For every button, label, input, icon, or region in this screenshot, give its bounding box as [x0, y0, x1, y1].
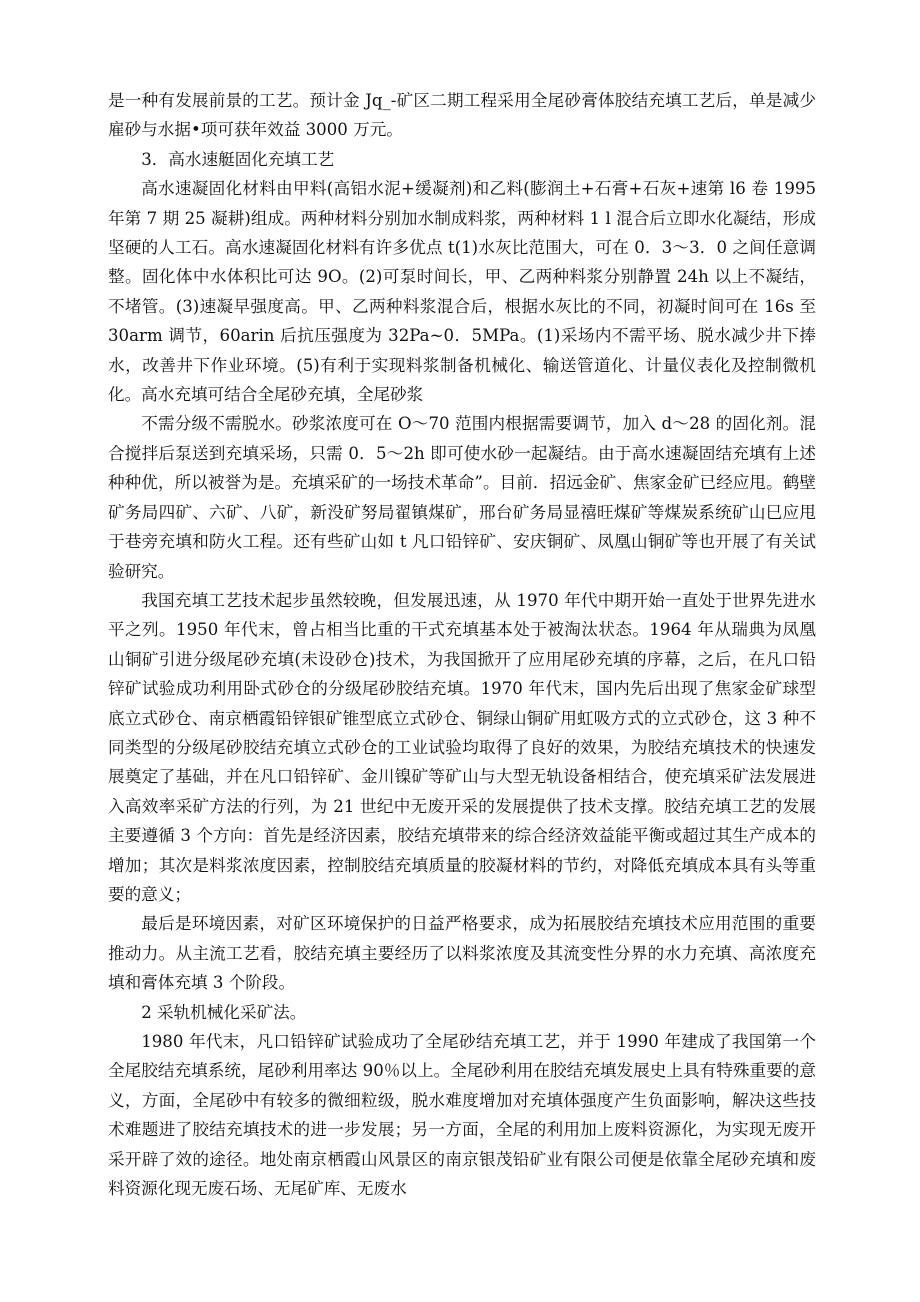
- section-heading-mechanized-mining: 2 采轨机械化采矿法。: [141, 1002, 307, 1022]
- paragraph-china-fill-history: 我国充填工艺技术起步虽然较晚，但发展迅速，从 1970 年代中期开始一直处于世界先进水平之列。1950 年代末，曾占相当比重的干式充填基本处于被淘汰状态。1964 年从瑞典为凤凰山铜矿引进分级尾砂充填(未设砂仓)技术，为我国掀开了应用尾砂充填的序幕，之后，在凡口铅锌矿试验成功利用卧式砂仓的分级尾砂胶结充填。1970 年代末，国内先后出现了焦家金矿球型底立式砂仓、南京栖霞铅锌银矿锥型底立式砂仓、铜绿山铜矿用虹吸方式的立式砂仓，这 3 种不同类型的分级尾砂胶结充填立式砂仓的工业试验均取得了良好的效果，为胶结充填技术的快速发展奠定了基础，并在凡口铅锌矿、金川镍矿等矿山与大型无轨设备相结合，使充填采矿法发展进入高效率采矿方法的行列，为 21 世纪中无废开采的发展提供了技术支撑。胶结充填工艺的发展主要遵循 3 个方向：首先是经济因素，胶结充填带来的综合经济效益能平衡或超过其生产成本的增加；其次是料浆浓度因素，控制胶结充填质量的胶凝材料的节约，对降低充填成本具有头等重要的意义；: [108, 590, 816, 904]
- paragraph-continuation: 是一种有发展前景的工艺。预计金 Jq_-矿区二期工程采用全尾砂膏体胶结充填工艺后，单是减少雇砂与水据•项可获年效益 3000 万元。: [108, 91, 816, 140]
- document-body: [108, 86, 816, 1203]
- paragraph-full-tailings-1980s: 1980 年代末，凡口铅锌矿试验成功了全尾砂结充填工艺，并于 1990 年建成了我国第一个全尾胶结充填系统，尾砂利用率达 90％以上。全尾砂利用在胶结充填发展史上具有特殊重要的意义，方面，全尾砂中有较多的微细粒级，脱水难度增加对充填体强度产生负面影响，解决这些技术难题进了胶结充填技术的进一步发展；另一方面，全尾的利用加上废料资源化，为实现无废开采开辟了效的途径。地处南京栖霞山风景区的南京银茂铅矿业有限公司便是依靠全尾砂充填和废料资源化现无废石场、无尾矿库、无废水: [108, 1032, 816, 1199]
- paragraph-high-water-materials: 高水速凝固化材料由甲料(高铝水泥+缓凝剂)和乙料(膨润土+石膏+石灰+速第 l6 卷 1995 年第 7 期 25 凝耕)组成。两种材料分别加水制成料浆，两种材料 1 l 混合后立即水化凝结，形成坚硬的人工石。高水速凝固化材料有许多优点 t(1)水灰比范围大，可在 0．3～3．0 之间任意调整。固化体中水体积比可达 9O。(2)可泵时间长，甲、乙两种料浆分别静置 24h 以上不凝结，不堵管。(3)速凝早强度高。甲、乙两种料浆混合后，根据水灰比的不同，初凝时间可在 16s 至 30arm 调节，60arin 后抗压强度为 32Pa~0．5MPa。(1)采场内不需平场、脱水减少井下捧水，改善井下作业环境。(5)有利于实现料浆制备机械化、输送管道化、计量仪表化及控制微机化。高水充填可结合全尾砂充填，全尾砂浆: [108, 179, 816, 405]
- paragraph-environment-factor: 最后是环境因素，对矿区环境保护的日益严格要求，成为拓展胶结充填技术应用范围的重要推动力。从主流工艺看，胶结充填主要经历了以料浆浓度及其流变性分界的水力充填、高浓度充填和膏体充填 3 个阶段。: [108, 914, 816, 993]
- section-heading-high-water-fill: 3．高水速艇固化充填工艺: [141, 149, 335, 169]
- paragraph-no-classification: 不需分级不需脱水。砂浆浓度可在 O～70 范围内根据需要调节，加入 d～28 的固化剂。混合搅拌后泵送到充填采场，只需 0．5～2h 即可使水砂一起凝结。由于高水速凝固结充填有上述种种优，所以被誉为是。充填采矿的一场技术革命”。目前．招远金矿、焦家金矿已经应甩。鹤壁矿务局四矿、六矿、八矿，新没矿努局翟镇煤矿，邢台矿务局显禧旺煤矿等煤炭系统矿山巳应甩于巷旁充填和防火工程。还有些矿山如 t 凡口铅锌矿、安庆铜矿、凤凰山铜矿等也开展了有关试验研究。: [108, 414, 816, 581]
